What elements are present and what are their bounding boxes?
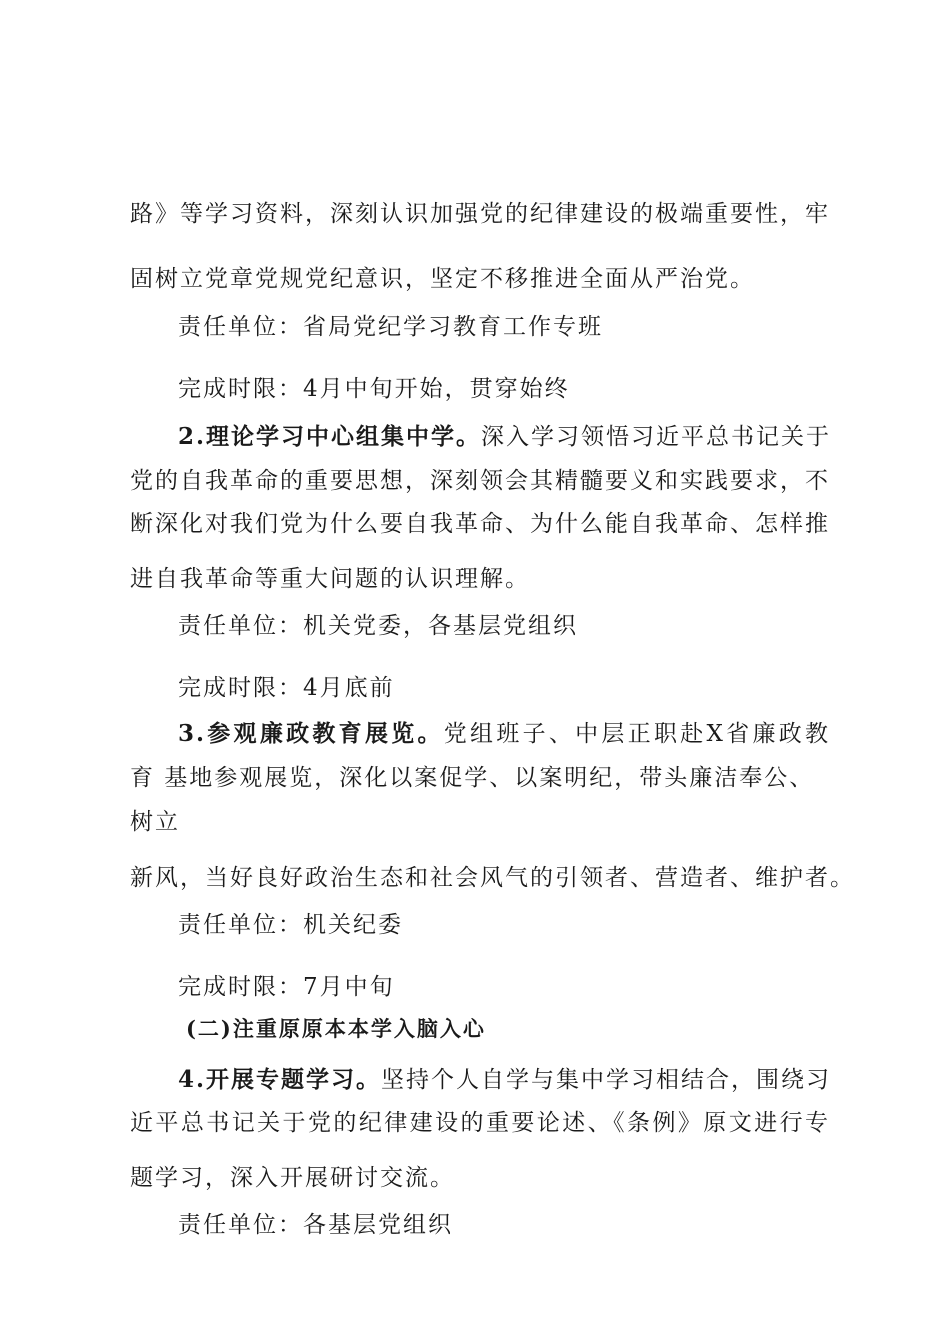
item-2-title: 2.理论学习中心组集中学。: [178, 423, 482, 450]
paragraph-line: 近平总书记关于党的纪律建设的重要论述、《条例》原文进行专: [130, 1110, 830, 1136]
item-4-first-line: [178, 1065, 830, 1095]
item-4-text: 坚持个人自学与集中学习相结合，围绕习: [381, 1067, 832, 1093]
item-3-first-line: [178, 719, 830, 749]
deadline: 完成时限：4月底前: [178, 675, 395, 701]
responsible-unit: 责任单位：省局党纪学习教育工作专班: [178, 314, 603, 340]
paragraph-line: 题学习，深入开展研讨交流。: [130, 1165, 455, 1191]
item-3-text: 党组班子、中层正职赴X省廉政教: [443, 721, 830, 747]
paragraph-line: 进自我革命等重大问题的认识理解。: [130, 566, 530, 592]
section-heading: (二)注重原原本本学入脑入心: [186, 1016, 486, 1041]
paragraph-line: 路》等学习资料，深刻认识加强党的纪律建设的极端重要性，牢: [130, 201, 830, 227]
item-3-title: 3.参观廉政教育展览。: [178, 720, 444, 747]
paragraph-line: 党的自我革命的重要思想，深刻领会其精髓要义和实践要求，不: [130, 468, 830, 494]
responsible-unit: 责任单位：机关党委，各基层党组织: [178, 613, 578, 639]
item-4-title: 4.开展专题学习。: [178, 1066, 382, 1093]
responsible-unit: 责任单位：各基层党组织: [178, 1212, 453, 1238]
paragraph-line: 树立: [130, 809, 180, 835]
paragraph-line: 新风，当好良好政治生态和社会风气的引领者、营造者、维护者。: [130, 865, 855, 891]
deadline: 完成时限：7月中旬: [178, 974, 395, 1000]
deadline: 完成时限：4月中旬开始，贯穿始终: [178, 376, 570, 402]
responsible-unit: 责任单位：机关纪委: [178, 912, 403, 938]
paragraph-line: 断深化对我们党为什么要自我革命、为什么能自我革命、怎样推: [130, 511, 830, 537]
item-2-first-line: [178, 422, 830, 452]
item-2-text: 深入学习领悟习近平总书记关于: [481, 424, 832, 450]
paragraph-line: 固树立党章党规党纪意识，坚定不移推进全面从严治党。: [130, 266, 755, 292]
paragraph-line: 育 基地参观展览，深化以案促学、以案明纪，带头廉洁奉公、: [130, 765, 815, 791]
